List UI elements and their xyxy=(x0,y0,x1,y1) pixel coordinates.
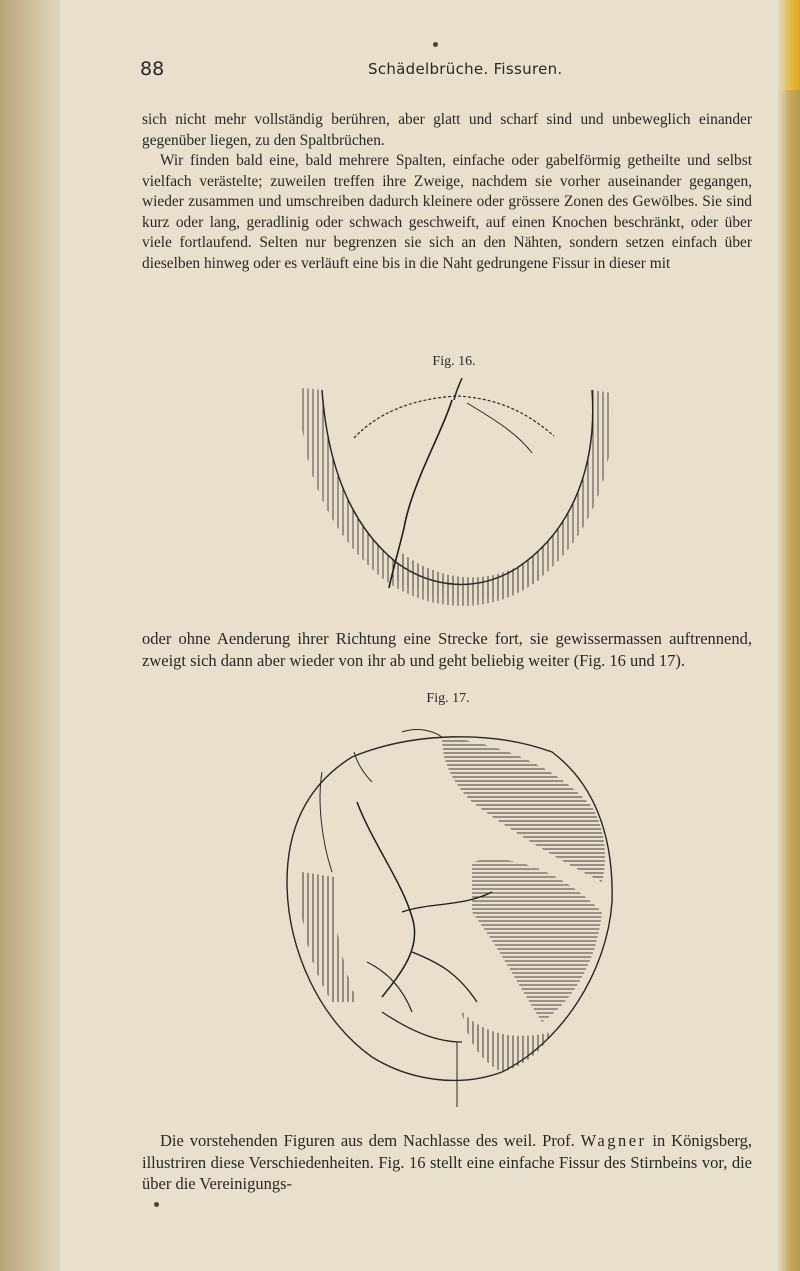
ink-speck xyxy=(154,1202,159,1207)
paragraph-3-rest: in Königsberg, illustriren diese Verschiedenheiten. Fig. 16 stellt eine einfache Fissur des Stirnbeins vor, die über die Vereinigungs- xyxy=(142,1131,752,1193)
paragraph-3 xyxy=(142,1130,752,1195)
running-head: Schädelbrüche. Fissuren. xyxy=(368,60,563,78)
figure-17-caption: Fig. 17. xyxy=(426,691,470,706)
paragraph-2: oder ohne Aenderung ihrer Richtung eine Strecke fort, sie gewissermassen auftrennend, zweigt sich dann aber wieder von ihr ab und geht beliebig weiter (Fig. 16 und 17). xyxy=(142,629,752,670)
paragraph-1-line-1: sich nicht mehr vollständig berühren, aber glatt und scharf sind und unbeweglich einander gegenüber liegen, zu den Spaltbrüchen. xyxy=(142,111,752,149)
ink-speck xyxy=(433,42,438,47)
page-header xyxy=(140,58,740,88)
paragraph-1 xyxy=(142,110,752,274)
figure-16-skull-fissure xyxy=(292,378,622,623)
page-edge-gold xyxy=(778,0,800,90)
page-edge-right xyxy=(778,0,800,1271)
figure-17-skull-fractures xyxy=(262,712,642,1112)
page-edge-left xyxy=(0,0,60,1271)
author-name: Wagner xyxy=(580,1131,647,1150)
paragraph-3-start: Die vorstehenden Figuren aus dem Nachlasse des weil. Prof. xyxy=(160,1131,575,1150)
page-number: 88 xyxy=(140,58,165,80)
paragraph-1-body: Wir finden bald eine, bald mehrere Spalten, einfache oder gabelförmig getheilte und selbst vielfach verästelte; zuweilen treffen ihre Zweige, nachdem sie vorher auseinander gegangen, wieder zusammen und umschreiben dadurch kleinere oder grössere Zonen des Gewölbes. Sie sind kurz oder lang, geradlinig oder schwach geschweift, auf einen Knochen beschränkt, oder über viele fortlaufend. Selten nur begrenzen sie sich an den Nähten, sondern setzen einfach über dieselben hinweg oder es verläuft eine bis in die Naht gedrungene Fissur in dieser mit xyxy=(142,152,752,272)
figure-16-caption: Fig. 16. xyxy=(432,354,476,369)
